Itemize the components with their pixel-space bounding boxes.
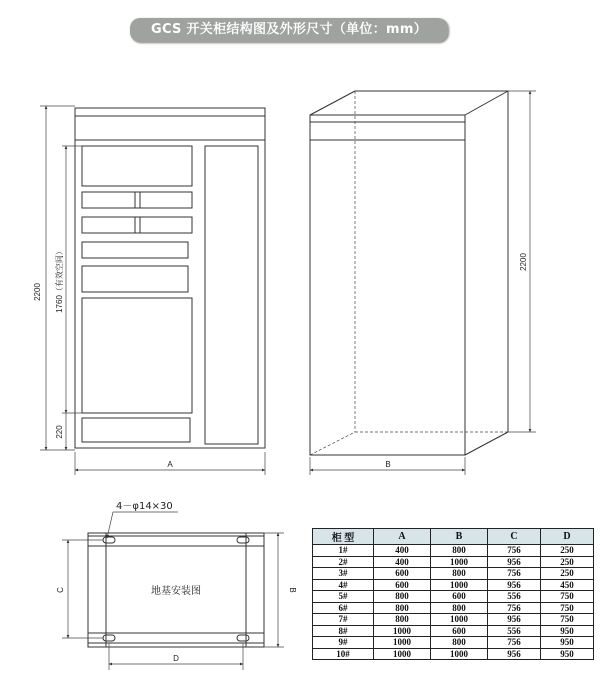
side-height-label: 2200 bbox=[519, 253, 528, 271]
base-height-label: 220 bbox=[55, 425, 64, 439]
table-row bbox=[313, 625, 594, 637]
table-row bbox=[313, 556, 594, 568]
front-dimensions bbox=[40, 106, 265, 475]
table-cell: 800 bbox=[431, 545, 488, 557]
dimension-table bbox=[312, 528, 594, 660]
table-cell: 956 bbox=[488, 556, 541, 568]
table-cell: 1000 bbox=[374, 625, 431, 637]
table-cell: 1000 bbox=[431, 556, 488, 568]
dim-c-label: C bbox=[56, 587, 65, 593]
table-header-row bbox=[313, 529, 594, 545]
front-panel-2 bbox=[82, 192, 192, 208]
table-cell: 10# bbox=[313, 648, 374, 660]
front-base-panel bbox=[82, 418, 190, 442]
table-cell: 400 bbox=[374, 545, 431, 557]
front-height-label: 2200 bbox=[33, 283, 42, 301]
table-cell: 956 bbox=[488, 579, 541, 591]
base-channel-bottom bbox=[88, 633, 264, 643]
side-dimensions bbox=[310, 91, 536, 475]
mount-hole-bottom-left bbox=[103, 635, 115, 641]
table-cell: 800 bbox=[374, 614, 431, 626]
table-cell: 600 bbox=[374, 568, 431, 580]
front-side-door bbox=[205, 146, 258, 444]
table-cell: 400 bbox=[374, 556, 431, 568]
table-cell: 950 bbox=[541, 625, 594, 637]
table-cell: 800 bbox=[431, 602, 488, 614]
table-cell: 600 bbox=[431, 625, 488, 637]
table-cell: 800 bbox=[431, 568, 488, 580]
table-cell: 800 bbox=[374, 591, 431, 603]
table-row bbox=[313, 614, 594, 626]
col-header-type: 柜 型 bbox=[313, 529, 374, 545]
table-cell: 756 bbox=[488, 568, 541, 580]
table-cell: 800 bbox=[374, 602, 431, 614]
page-title: GCS 开关柜结构图及外形尺寸（单位：mm） bbox=[150, 22, 428, 37]
mount-hole-bottom-right bbox=[237, 635, 249, 641]
table-cell: 1000 bbox=[374, 637, 431, 649]
col-header-c: C bbox=[488, 529, 541, 545]
table-cell: 750 bbox=[541, 602, 594, 614]
table-row bbox=[313, 648, 594, 660]
table-cell: 750 bbox=[541, 614, 594, 626]
side-front-face bbox=[310, 115, 465, 455]
table-cell: 4# bbox=[313, 579, 374, 591]
table-cell: 556 bbox=[488, 625, 541, 637]
table-cell: 950 bbox=[541, 648, 594, 660]
table-cell: 556 bbox=[488, 591, 541, 603]
dim-d-label: D bbox=[173, 654, 179, 663]
table-row bbox=[313, 579, 594, 591]
front-view bbox=[75, 108, 265, 448]
table-cell: 9# bbox=[313, 637, 374, 649]
col-header-d: D bbox=[541, 529, 594, 545]
table-cell: 3# bbox=[313, 568, 374, 580]
effective-space-label: 1760（有效空间） bbox=[55, 247, 64, 313]
side-hidden-edges bbox=[310, 91, 508, 455]
table-cell: 8# bbox=[313, 625, 374, 637]
table-row bbox=[313, 602, 594, 614]
front-top-bar bbox=[75, 108, 265, 140]
table-cell: 600 bbox=[374, 579, 431, 591]
mount-hole-top-right bbox=[237, 537, 249, 543]
table-cell: 956 bbox=[488, 614, 541, 626]
table-cell: 956 bbox=[488, 648, 541, 660]
front-panel-4 bbox=[82, 242, 188, 258]
table-cell: 6# bbox=[313, 602, 374, 614]
table-cell: 950 bbox=[541, 637, 594, 649]
table-cell: 1000 bbox=[431, 614, 488, 626]
mount-hole-top-left bbox=[103, 537, 115, 543]
table-cell: 1000 bbox=[431, 648, 488, 660]
front-panel-5 bbox=[82, 266, 188, 292]
table-cell: 756 bbox=[488, 545, 541, 557]
front-panel-3 bbox=[82, 217, 192, 233]
table-cell: 250 bbox=[541, 545, 594, 557]
depth-b-label: B bbox=[385, 460, 391, 469]
table-cell: 750 bbox=[541, 591, 594, 603]
table-cell: 250 bbox=[541, 568, 594, 580]
dim-b-label: B bbox=[288, 587, 297, 593]
front-panel-1 bbox=[82, 146, 192, 186]
table-cell: 800 bbox=[431, 637, 488, 649]
table-row bbox=[313, 637, 594, 649]
width-a-label: A bbox=[167, 460, 173, 469]
table-body bbox=[313, 545, 594, 660]
table-cell: 450 bbox=[541, 579, 594, 591]
table-cell: 1000 bbox=[431, 579, 488, 591]
front-cabinet-outline bbox=[75, 108, 265, 448]
col-header-b: B bbox=[431, 529, 488, 545]
table-cell: 7# bbox=[313, 614, 374, 626]
col-header-a: A bbox=[374, 529, 431, 545]
table-cell: 756 bbox=[488, 602, 541, 614]
table-row bbox=[313, 568, 594, 580]
side-view bbox=[310, 91, 508, 455]
mount-hole-label: 4－φ14×30 bbox=[116, 501, 173, 512]
table-cell: 5# bbox=[313, 591, 374, 603]
table-row bbox=[313, 545, 594, 557]
front-panel-6 bbox=[82, 298, 192, 413]
base-plan-title: 地基安装图 bbox=[151, 586, 201, 597]
table-cell: 2# bbox=[313, 556, 374, 568]
table-cell: 1000 bbox=[374, 648, 431, 660]
table-cell: 756 bbox=[488, 637, 541, 649]
table-row bbox=[313, 591, 594, 603]
table-cell: 1# bbox=[313, 545, 374, 557]
table-cell: 600 bbox=[431, 591, 488, 603]
table-cell: 250 bbox=[541, 556, 594, 568]
